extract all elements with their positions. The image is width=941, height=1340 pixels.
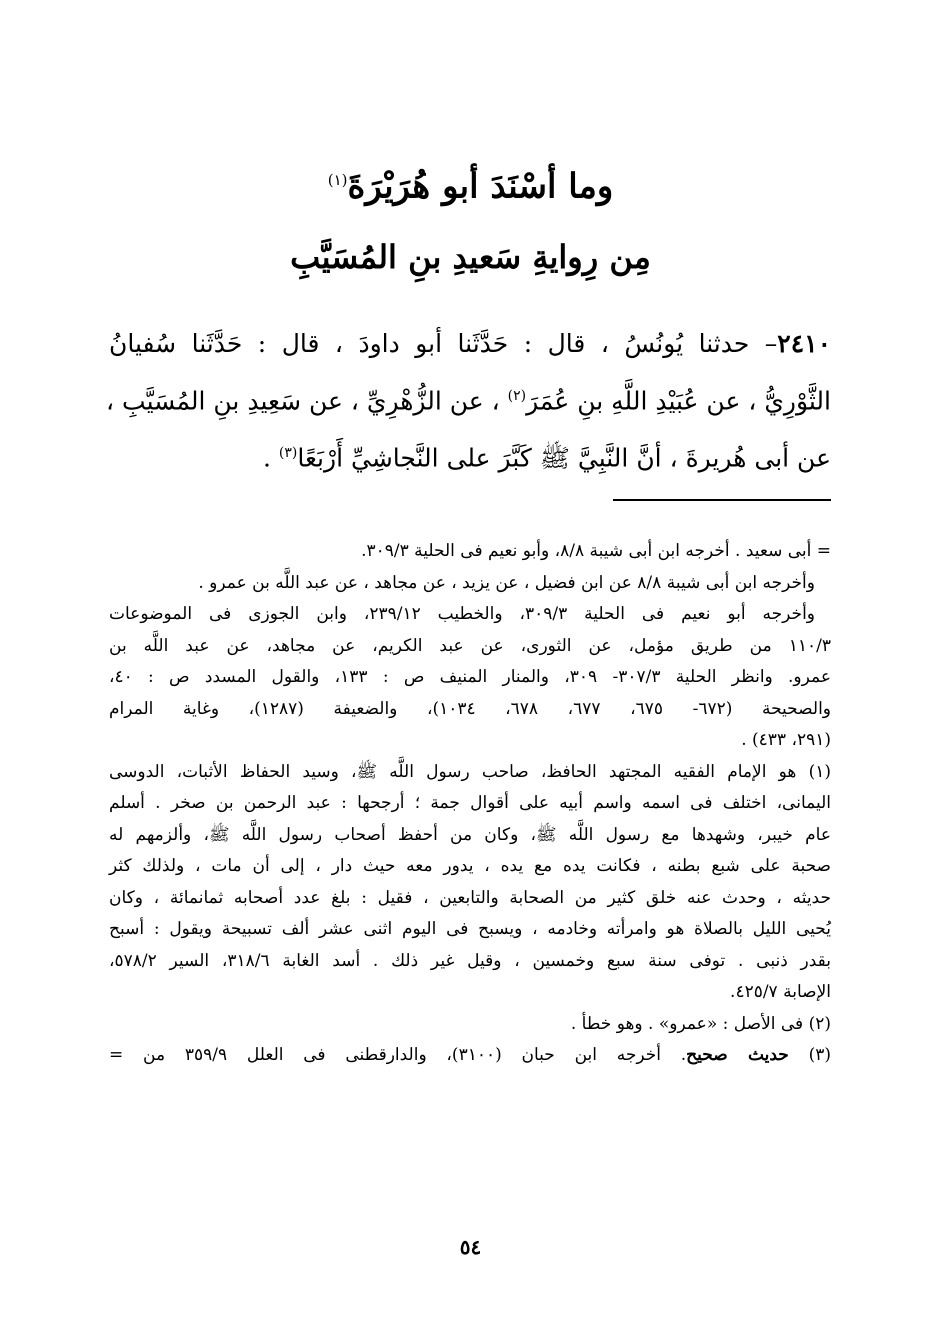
footnote-ref-1[interactable]: (١)	[327, 171, 348, 189]
chapter-subtitle: مِن رِوايةِ سَعيدِ بنِ المُسَيَّبِ	[290, 238, 651, 276]
footnote-line: ١١٠/٣ من طريق مؤمل، عن الثورى، عن عبد الكريم، عن مجاهد، عن عبد اللَّه بن	[109, 635, 831, 656]
footnote-line: والصحيحة (٦٧٢- ٦٧٥، ٦٧٧، ٦٧٨، ١٠٣٤)، والضعيفة (١٢٨٧)، وغاية المرام	[109, 698, 831, 719]
hadith-number: ٢٤١٠	[777, 329, 831, 358]
footnote-line: يُحيى الليل بالصلاة هو وامرأته وخادمه ، ويسبح فى اليوم اثنى عشر ألف تسبيحة ويقول : أسبح	[109, 919, 831, 939]
hadith-text	[106, 318, 831, 485]
footnote-line: (٢٩١، ٤٣٣) .	[741, 730, 831, 750]
footnotes	[109, 536, 831, 1072]
hadith-line-2-text-b: ، عن الزُّهْرِيِّ ، عن سَعِيدِ بنِ المُسَيَّبِ ،	[106, 386, 500, 416]
footnote-line: اليمانى، اختلف فى اسمه واسم أبيه على أقوال جمة ؛ أرجحها : عبد الرحمن بن صخر . أسلم	[109, 793, 831, 813]
footnote-line: حديثه ، وحدث عنه خلق كثير من الصحابة والتابعين ، فقيل : بلغ عدد أصحابه ثمانمائة ، وكان	[109, 887, 831, 908]
footnote-line: وأخرجه ابن أبى شيبة ٨/٨ عن ابن فضيل ، عن يزيد ، عن مجاهد ، عن عبد اللَّه بن عمرو .	[198, 572, 815, 593]
footnote-line: = أبى سعيد . أخرجه ابن أبى شيبة ٨/٨، وأبو نعيم فى الحلية ٣٠٩/٣.	[361, 541, 831, 561]
footnote-line	[109, 1040, 831, 1072]
footnote-line: وأخرجه أبو نعيم فى الحلية ٣٠٩/٣، والخطيب ٢٣٩/١٢، وابن الجوزى فى الموضوعات	[109, 604, 815, 624]
footnote-separator	[613, 499, 831, 501]
hadith-end-mark: .	[263, 443, 279, 473]
footnote-line: (٢) فى الأصل : «عمرو» . وهو خطأ .	[570, 1013, 831, 1034]
hadith-line-1-text: – حدثنا يُونُسُ ، قال : حَدَّثَنا أبو داودَ ، قال : حَدَّثَنا سُفيانُ	[109, 329, 778, 358]
hadith-line-3	[109, 427, 831, 484]
footnote-ref-2[interactable]: (٢)	[507, 388, 527, 404]
hadith-line-2-text-a: الثَّوْرِيُّ ، عن عُبَيْدِ اللَّهِ بنِ عُمَرَ	[526, 386, 831, 416]
hadith-line-3-text: عن أبى هُريرةَ ، أنَّ النَّبِيَّ ﷺ كَبَّرَ على النَّجاشِيِّ أَرْبَعًا	[297, 443, 831, 473]
page-number: ٥٤	[459, 1235, 482, 1259]
footnote-line: الإصابة ٤٢٥/٧.	[730, 982, 831, 1002]
chapter-title	[0, 155, 941, 211]
footnote-line: بقدر ذنبى . توفى سنة سبع وخمسين ، وقيل غير ذلك . أسد الغابة ٣١٨/٦، السير ٥٧٨/٢،	[109, 950, 831, 971]
hadith-line-2	[106, 370, 831, 427]
footnote-3-text: . أخرجه ابن حبان (٣١٠٠)، والدارقطنى فى العلل ٣٥٩/٩ من =	[109, 1045, 687, 1065]
footnote-ref-3[interactable]: (٣)	[278, 445, 298, 462]
footnote-line: عام خيبر، وشهدها مع رسول اللَّه ﷺ، وكان من أحفظ أصحاب رسول اللَّه ﷺ، وألزمهم له	[109, 824, 831, 845]
footnote-3-marker: (٣)	[808, 1045, 832, 1065]
hadith-grade: حديث صحيح	[686, 1045, 789, 1065]
chapter-title-text: وما أسْنَدَ أبو هُرَيْرَةَ	[347, 166, 614, 207]
footnote-line: صحبة على شبع بطنه ، فكانت يده مع يده ، يدور معه حيث دار ، إلى أن مات ، ولذلك كثر	[109, 856, 831, 876]
footnote-line: (١) هو الإمام الفقيه المجتهد الحافظ، صاحب رسول اللَّه ﷺ، وسيد الحفاظ الأثبات، الدوسى	[109, 761, 831, 782]
hadith-line-1	[109, 318, 831, 370]
footnote-line: عمرو. وانظر الحلية ٣٠٧/٣- ٣٠٩، والمنار المنيف ص : ١٣٣، والقول المسدد ص : ٤٠،	[109, 667, 831, 687]
